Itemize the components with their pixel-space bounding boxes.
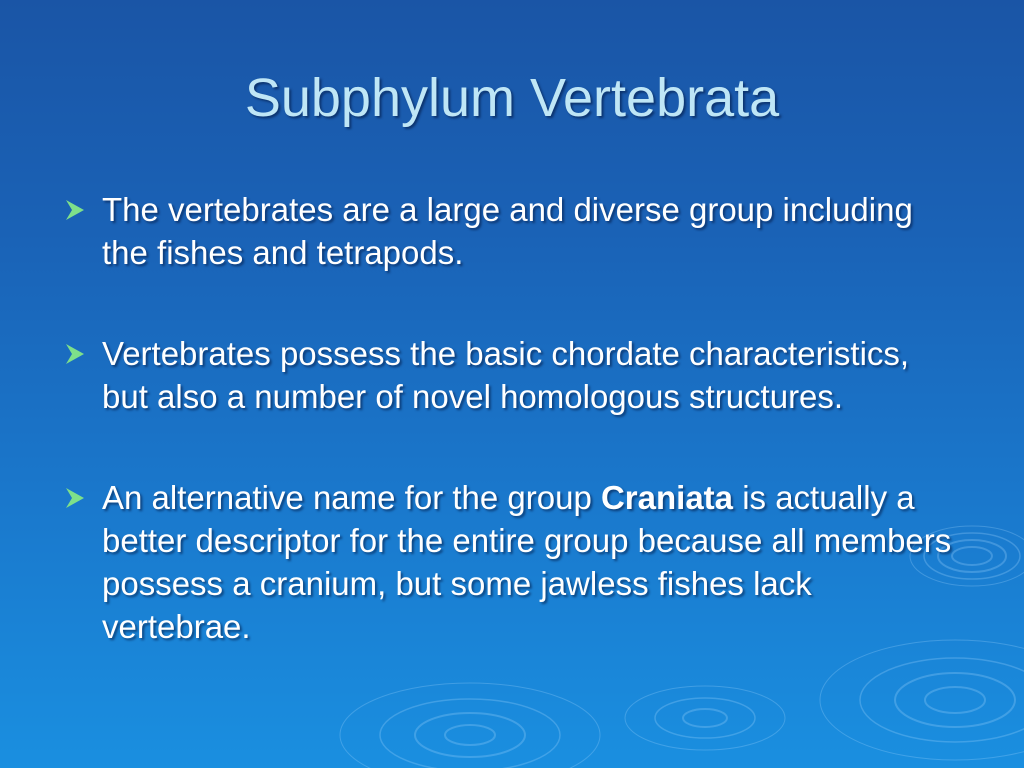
bullet-item [64,332,964,418]
bullet-item [64,476,964,648]
bullet-text-tail: is actually a better descriptor for the entire group because all members possess a cranium, but some jawless fishes lack vertebrae. [102,479,952,645]
arrowhead-bullet-icon [64,342,86,366]
slide-title: Subphylum Vertebrata [244,68,780,128]
bold-term-craniata: Craniata [600,479,734,516]
arrowhead-bullet-icon [64,486,86,510]
bullet-item [64,188,964,274]
bullet-text: Vertebrates possess the basic chordate characteristics, but also a number of novel homologous structures. [102,335,910,415]
bullet-text: The vertebrates are a large and diverse group including the fishes and tetrapods. [102,191,913,271]
arrowhead-bullet-icon [64,198,86,222]
bullet-text [102,479,951,645]
bullet-list [64,188,964,648]
bullet-text-lead: An alternative name for the group [102,479,601,516]
